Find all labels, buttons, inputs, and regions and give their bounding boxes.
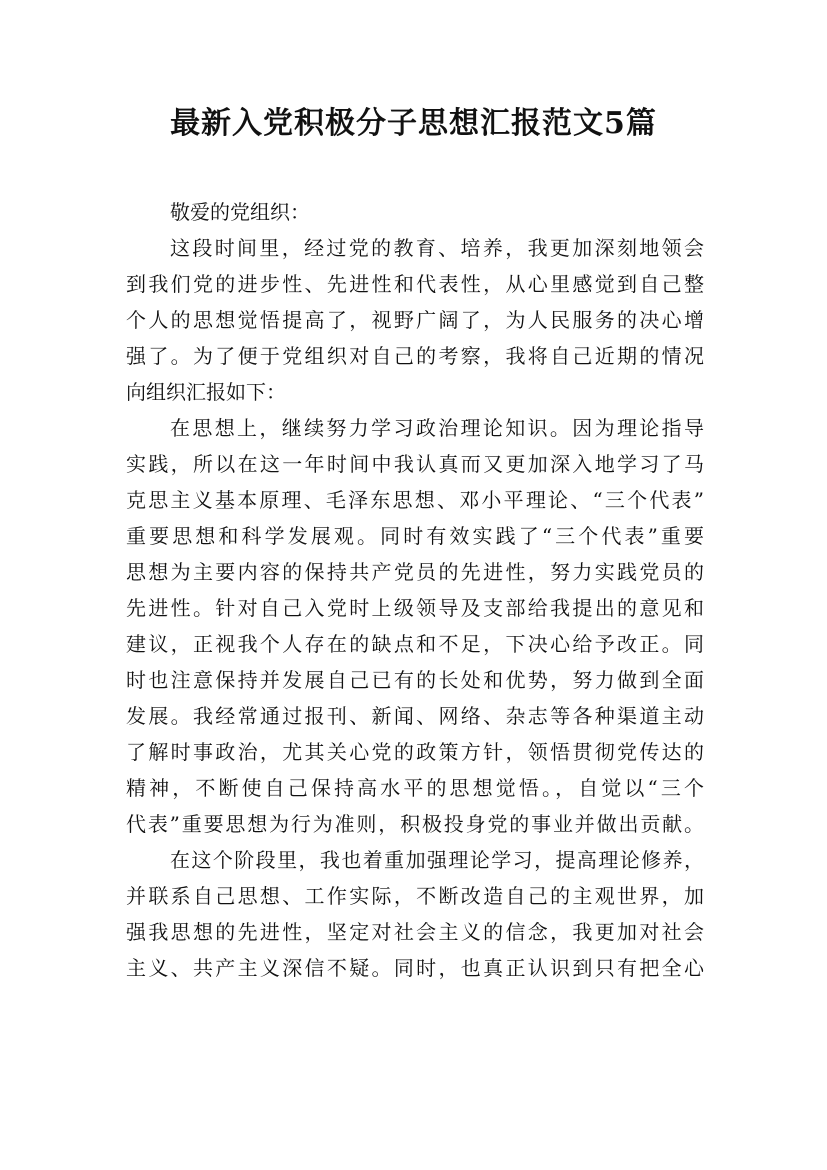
document-body (126, 194, 704, 986)
text-line: 先进性。针对自己入党时上级领导及支部给我提出的意见和 (126, 596, 704, 620)
text-line: 了解时事政治，尤其关心党的政策方针，领悟贯彻党传达的 (126, 740, 704, 764)
document-title: 最新入党积极分子思想汇报范文5篇 (170, 106, 657, 141)
text-line: 实践，所以在这一年时间中我认真而又更加深入地学习了马 (126, 452, 704, 476)
text-line: 代表”重要思想为行为准则，积极投身党的事业并做出贡献。 (126, 812, 704, 836)
text-line: 精神，不断使自己保持高水平的思想觉悟。，自觉以“三个 (126, 776, 704, 800)
text-line: 建议，正视我个人存在的缺点和不足，下决心给予改正。同 (126, 632, 704, 656)
text-line: 敬爱的党组织： (170, 200, 310, 224)
text-line: 个人的思想觉悟提高了，视野广阔了，为人民服务的决心增 (126, 308, 704, 332)
text-line: 时也注意保持并发展自己已有的长处和优势，努力做到全面 (126, 668, 704, 692)
text-line: 强我思想的先进性，坚定对社会主义的信念，我更加对社会 (126, 920, 704, 944)
text-line: 在这个阶段里，我也着重加强理论学习，提高理论修养， (170, 848, 704, 872)
text-line: 这段时间里，经过党的教育、培养，我更加深刻地领会 (170, 236, 704, 260)
text-line: 并联系自己思想、工作实际，不断改造自己的主观世界，加 (126, 884, 704, 908)
text-line: 重要思想和科学发展观。同时有效实践了“三个代表”重要 (126, 524, 704, 548)
text-line: 主义、共产主义深信不疑。同时，也真正认识到只有把全心 (126, 956, 704, 980)
text-line: 在思想上，继续努力学习政治理论知识。因为理论指导 (170, 416, 704, 440)
text-line: 克思主义基本原理、毛泽东思想、邓小平理论、“三个代表” (126, 488, 704, 512)
text-line: 强了。为了便于党组织对自己的考察，我将自己近期的情况 (126, 344, 704, 368)
text-line: 到我们党的进步性、先进性和代表性，从心里感觉到自己整 (126, 272, 704, 296)
text-line: 发展。我经常通过报刊、新闻、网络、杂志等各种渠道主动 (126, 704, 704, 728)
text-line: 思想为主要内容的保持共产党员的先进性，努力实践党员的 (126, 560, 704, 584)
text-line: 向组织汇报如下： (126, 380, 286, 404)
